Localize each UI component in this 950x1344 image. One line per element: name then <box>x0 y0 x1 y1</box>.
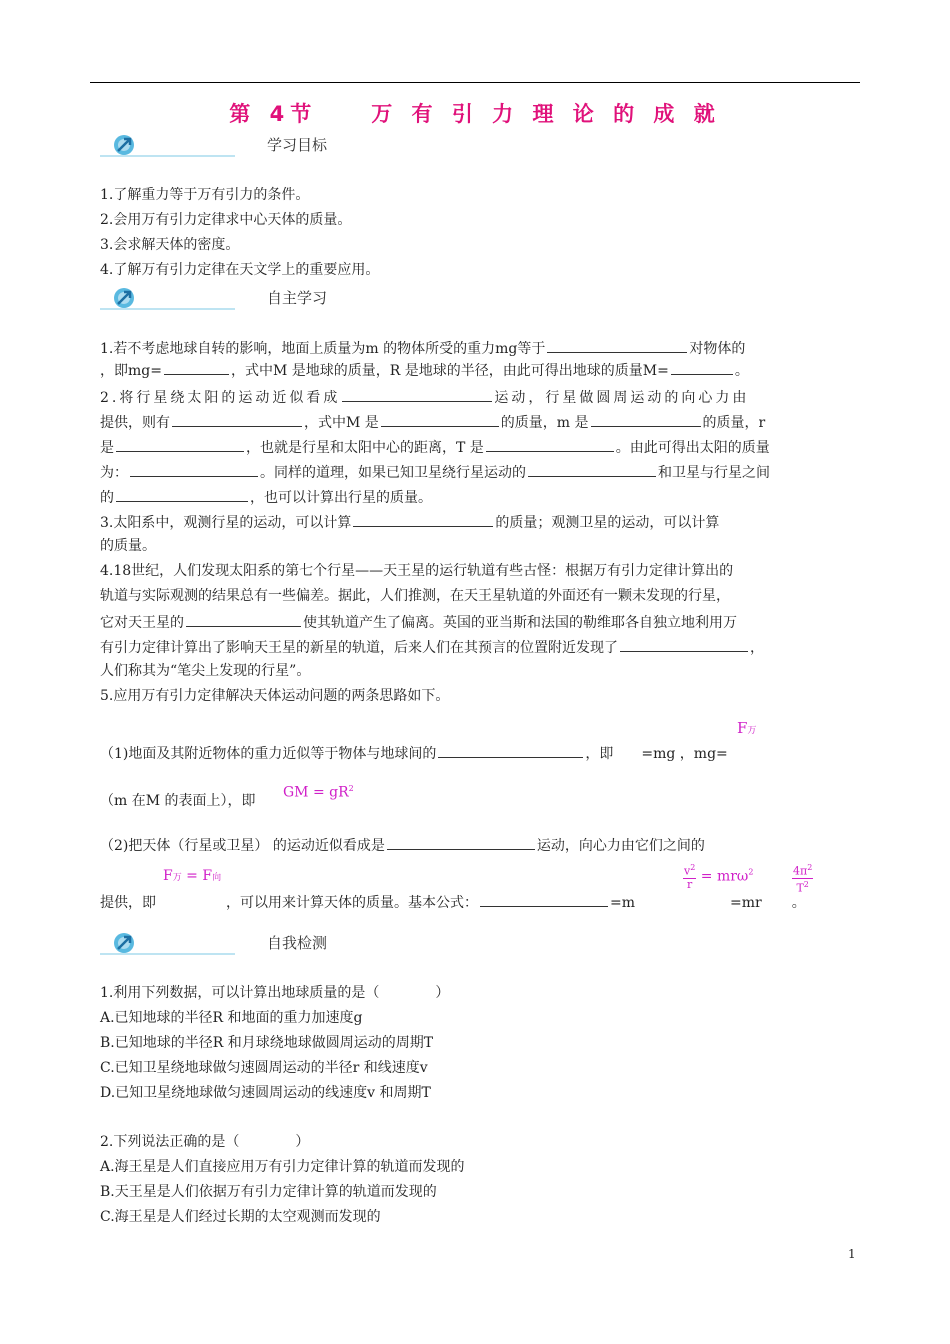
study-line: 它对天王星的 使其轨道产生了偏离。英国的亚当斯和法国的勒维耶各自独立地利用万 <box>100 612 737 632</box>
study-line: 提供，即 ，可以用来计算天体的质量。基本公式： =m =mr 。 <box>100 892 806 912</box>
fill-blank[interactable] <box>387 835 535 850</box>
fill-blank[interactable] <box>620 637 748 652</box>
check-option[interactable]: C.海王星是人们经过长期的太空观测而发现的 <box>100 1209 381 1225</box>
check-question: 2.下列说法正确的是（ ） <box>100 1134 310 1150</box>
fill-blank[interactable] <box>342 387 492 402</box>
study-line: 3.太阳系中，观测行星的运动，可以计算 的质量；观测卫星的运动，可以计算 <box>100 512 719 532</box>
section-header-self-check <box>100 928 500 956</box>
formula-centripetal: $\frac{v^2}{r}$ = mrω$^2$ <box>684 863 754 891</box>
fill-blank[interactable] <box>130 462 258 477</box>
study-line: 5.应用万有引力定律解决天体运动问题的两条思路如下。 <box>100 688 450 704</box>
study-line: 为： 。同样的道理，如果已知卫星绕行星运动的 和卫星与行星之间 <box>100 462 770 482</box>
section-pencil-icon <box>100 283 240 311</box>
goal-item: 4.了解万有引力定律在天文学上的重要应用。 <box>100 262 380 278</box>
goal-item: 2.会用万有引力定律求中心天体的质量。 <box>100 212 352 228</box>
check-option[interactable]: B.已知地球的半径R 和月球绕地球做圆周运动的周期T <box>100 1035 434 1051</box>
study-line: 有引力定律计算出了影响天王星的新星的轨道，后来人们在其预言的位置附近发现了 ， <box>100 637 764 657</box>
fill-blank[interactable] <box>671 360 733 375</box>
fill-blank[interactable] <box>480 892 608 907</box>
study-line: （2)把天体（行星或卫星） 的运动近似看成是 运动，向心力由它们之间的 <box>100 835 705 855</box>
check-option[interactable]: D.已知卫星绕地球做匀速圆周运动的线速度v 和周期T <box>100 1085 431 1101</box>
fill-blank[interactable] <box>486 437 614 452</box>
study-line: （1)地面及其附近物体的重力近似等于物体与地球间的 ，即 =mg ，mg= <box>100 743 728 763</box>
fill-blank[interactable] <box>547 338 687 353</box>
section-pencil-icon <box>100 130 240 158</box>
fill-blank[interactable] <box>438 743 583 758</box>
section-label-goals: 学习目标 <box>267 136 328 154</box>
page-title: 第 4节 万 有 引 力 理 论 的 成 就 <box>229 102 721 126</box>
section-label-self-study: 自主学习 <box>267 289 328 307</box>
study-line: ，即mg= ，式中M 是地球的质量，R 是地球的半径，由此可得出地球的质量M= 。 <box>100 360 749 380</box>
goal-item: 1.了解重力等于万有引力的条件。 <box>100 187 310 203</box>
fill-blank[interactable] <box>186 612 301 627</box>
fill-blank[interactable] <box>353 512 493 527</box>
formula-period: $\frac{4\pi^2}{T^2}$ <box>793 863 813 895</box>
study-line: 提供，则有 ，式中M 是 的质量，m 是 的质量，r <box>100 412 765 432</box>
study-line: （m 在M 的表面上），即 <box>100 793 256 809</box>
section-label-self-check: 自我检测 <box>267 934 328 952</box>
formula-gm-gr2: GM = $gR^2$ <box>283 784 354 801</box>
fill-blank[interactable] <box>116 437 244 452</box>
section-header-self-study <box>100 283 500 311</box>
check-question: 1.利用下列数据，可以计算出地球质量的是（ ） <box>100 985 450 1001</box>
formula-f-wan: F万 <box>737 719 757 737</box>
check-option[interactable]: B.天王星是人们依据万有引力定律计算的轨道而发现的 <box>100 1184 437 1200</box>
fill-blank[interactable] <box>591 412 701 427</box>
fill-blank[interactable] <box>164 360 229 375</box>
fill-blank[interactable] <box>381 412 499 427</box>
section-header-goals <box>100 130 500 158</box>
fill-blank[interactable] <box>172 412 302 427</box>
header-rule <box>90 82 860 83</box>
section-pencil-icon <box>100 928 240 956</box>
study-line: 的 ，也可以计算出行星的质量。 <box>100 487 432 507</box>
study-line: 轨道与实际观测的结果总有一些偏差。据此，人们推测，在天王星轨道的外面还有一颗未发现的行星， <box>100 588 730 604</box>
page-number: 1 <box>848 1247 856 1261</box>
study-line: 1.若不考虑地球自转的影响，地面上质量为m 的物体所受的重力mg等于 对物体的 <box>100 338 745 358</box>
study-line: 4.18世纪，人们发现太阳系的第七个行星——天王星的运行轨道有些古怪：根据万有引力定律计算出的 <box>100 563 734 579</box>
check-option[interactable]: C.已知卫星绕地球做匀速圆周运动的半径r 和线速度v <box>100 1060 428 1076</box>
study-line: 是 ，也就是行星和太阳中心的距离，T 是 。由此可得出太阳的质量 <box>100 437 770 457</box>
formula-f-wan-eq-f-xiang: F万 = F向 <box>163 868 222 884</box>
study-line: 2.将行星绕太阳的运动近似看成 运动，行星做圆周运动的向心力由 <box>100 387 749 407</box>
goal-item: 3.会求解天体的密度。 <box>100 237 240 253</box>
check-option[interactable]: A.已知地球的半径R 和地面的重力加速度g <box>100 1010 363 1026</box>
study-line: 的质量。 <box>100 538 156 554</box>
fill-blank[interactable] <box>116 487 248 502</box>
study-line: 人们称其为“笔尖上发现的行星”。 <box>100 663 311 679</box>
fill-blank[interactable] <box>528 462 656 477</box>
check-option[interactable]: A.海王星是人们直接应用万有引力定律计算的轨道而发现的 <box>100 1159 465 1175</box>
